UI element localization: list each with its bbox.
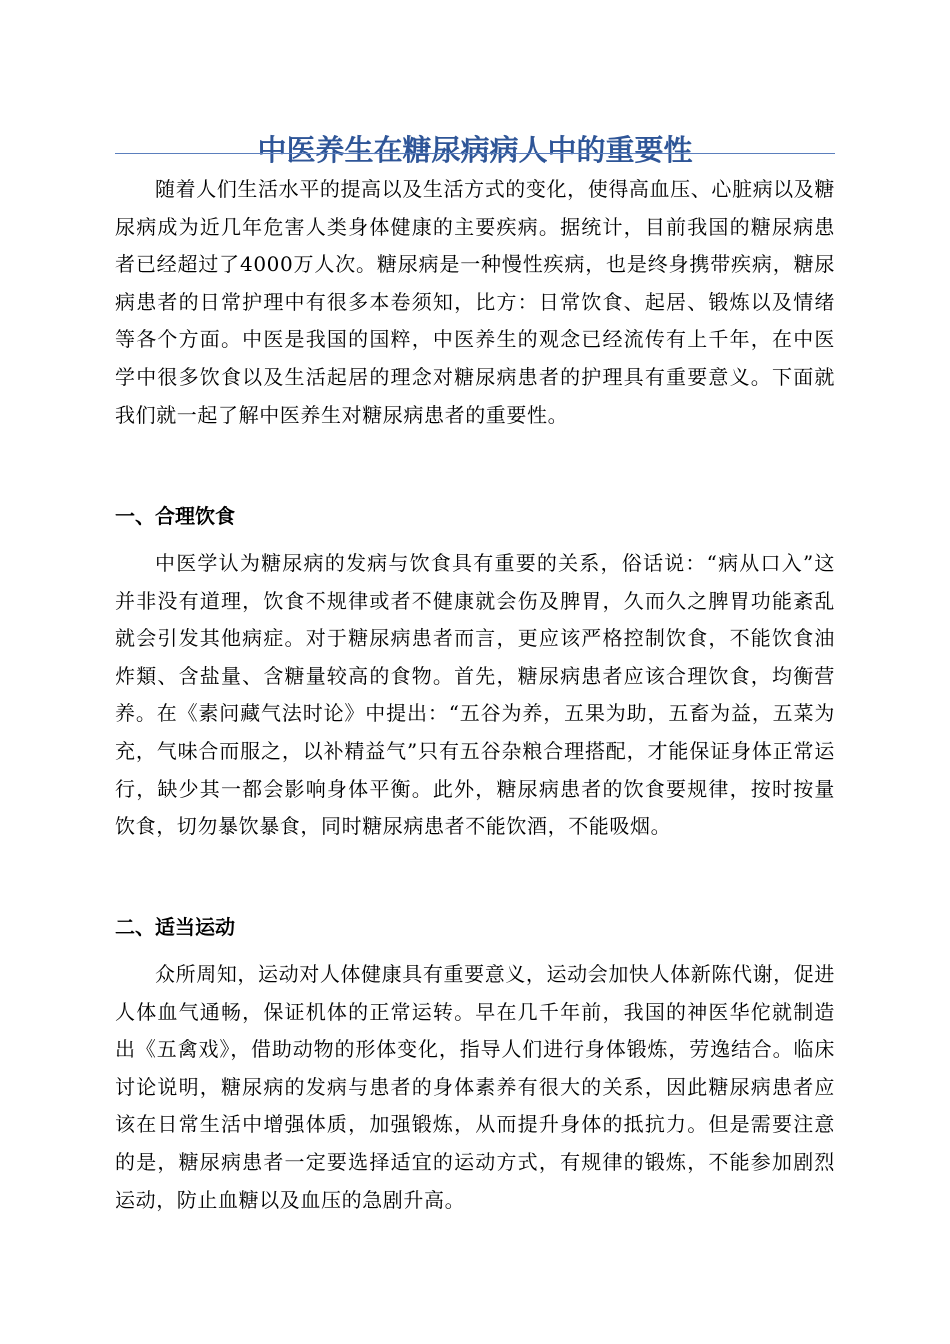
diet-paragraph: 中医学认为糖尿病的发病与饮食具有重要的关系，俗话说：“病从口入”这并非没有道理，饮食不规律或者不健康就会伤及脾胃，久而久之脾胃功能紊乱就会引发其他病症。对于糖尿病患者而言，更应该严格控制饮食，不能饮食油炸類、含盐量、含糖量较高的食物。首先，糖尿病患者应该合理饮食，均衡营养。在《素问藏气法时论》中提出：“五谷为养，五果为助，五畜为益，五菜为充，气味合而服之，以补精益气”只有五谷杂粮合理搭配，才能保证身体正常运行，缺少其一都会影响身体平衡。此外，糖尿病患者的饮食要规律，按时按量饮食，切勿暴饮暴食，同时糖尿病患者不能饮酒，不能吸烟。 xyxy=(115,551,835,839)
title-underline xyxy=(115,153,835,154)
section-heading-exercise: 二、适当运动 xyxy=(115,915,235,939)
document-title: 中医养生在糖尿病病人中的重要性 xyxy=(257,133,693,168)
intro-paragraph: 随着人们生活水平的提高以及生活方式的变化，使得高血压、心脏病以及糖尿病成为近几年危害人类身体健康的主要疾病。据统计，目前我国的糖尿病患者已经超过了4000万人次。糖尿病是一种慢性疾病，也是终身携带疾病，糖尿病患者的日常护理中有很多本卷须知，比方：日常饮食、起居、锻炼以及情绪等各个方面。中医是我国的国粹，中医养生的观念已经流传有上千年，在中医学中很多饮食以及生活起居的理念对糖尿病患者的护理具有重要意义。下面就我们就一起了解中医养生对糖尿病患者的重要性。 xyxy=(115,177,835,427)
exercise-paragraph: 众所周知，运动对人体健康具有重要意义，运动会加快人体新陈代谢，促进人体血气通畅，保证机体的正常运转。早在几千年前，我国的神医华佗就制造出《五禽戏》，借助动物的形体变化，指导人们进行身体锻炼，劳逸结合。临床讨论说明，糖尿病的发病与患者的身体素养有很大的关系，因此糖尿病患者应该在日常生活中增强体质，加强锻炼，从而提升身体的抵抗力。但是需要注意的是，糖尿病患者一定要选择适宜的运动方式，有规律的锻炼，不能参加剧烈运动，防止血糖以及血压的急剧升高。 xyxy=(115,962,835,1212)
section-heading-diet: 一、合理饮食 xyxy=(115,504,235,528)
